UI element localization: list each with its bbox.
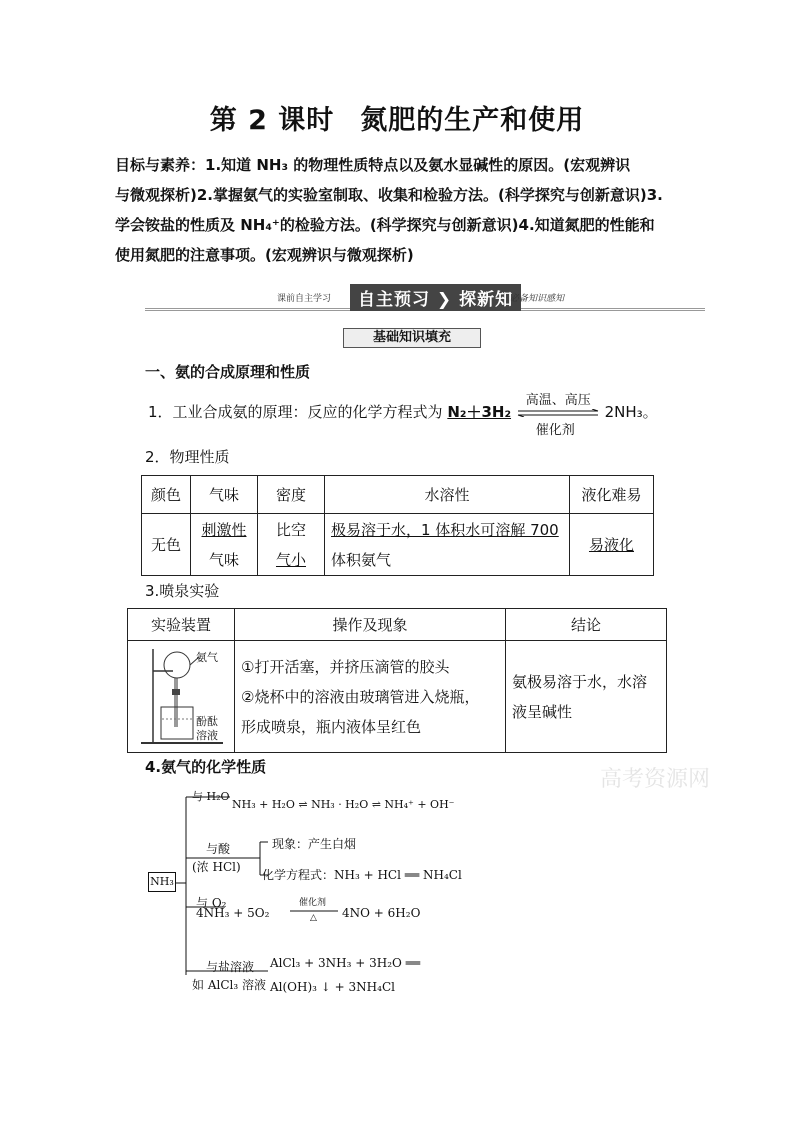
- table-header: 实验装置: [128, 609, 235, 641]
- solubility-line: 体积氨气: [331, 550, 392, 569]
- operation-line: ①打开活塞，并挤压滴管的胶头: [241, 657, 450, 676]
- lesson-number: 第 2 课时: [209, 105, 335, 136]
- objective-line: 学会铵盐的性质及 NH₄⁺的检验方法。(科学探究与创新意识)4.知道氮肥的性能和: [115, 216, 655, 234]
- cell-density: [258, 514, 325, 576]
- banner-left: 课前自主学习: [277, 294, 332, 304]
- section-banner: [145, 286, 705, 311]
- page-title: [0, 98, 794, 137]
- root-nh3: NH₃: [148, 872, 176, 892]
- branch-water-eq: NH₃ + H₂O ⇌ NH₃ · H₂O ⇌ NH₄⁺ + OH⁻: [232, 798, 455, 811]
- cell-liquefy: 易液化: [570, 514, 654, 576]
- operation-cell: [235, 641, 506, 753]
- table-header: 液化难易: [570, 476, 654, 514]
- cell-solubility: [325, 514, 570, 576]
- objectives: [115, 150, 683, 270]
- synthesis-line: [148, 392, 658, 438]
- table-header: 水溶性: [325, 476, 570, 514]
- smell-line: 刺激性: [201, 520, 247, 539]
- lesson-title: 氮肥的生产和使用: [360, 105, 585, 136]
- branch-acid-label: 与酸: [206, 842, 231, 856]
- branch-salt-label: 与盐溶液: [206, 960, 255, 974]
- table-header: 气味: [191, 476, 258, 514]
- density-line: 比空: [275, 520, 306, 539]
- apparatus-cell: [128, 641, 235, 753]
- branch-water-label: 与 H₂O: [192, 790, 230, 803]
- cell-color: 无色: [142, 514, 191, 576]
- density-line: 气小: [275, 550, 306, 569]
- acid-equation: 化学方程式：NH₃ + HCl ══ NH₄Cl: [262, 868, 462, 882]
- branch-o2-label: 与 O₂: [196, 896, 227, 910]
- o2-condition-bottom: △: [310, 913, 317, 923]
- objective-line: 使用氮肥的注意事项。(宏观辨识与微观探析): [115, 246, 414, 264]
- conclusion-line: 氨极易溶于水，水溶: [512, 672, 648, 691]
- operation-line: 形成喷泉，瓶内液体呈红色: [241, 717, 422, 736]
- branch-salt-sub-label: 如 AlCl₃ 溶液: [192, 978, 266, 992]
- label-ammonia: 氨气: [196, 651, 218, 664]
- condition-top: 高温、高压: [525, 392, 591, 408]
- label-phenolphthalein: 酚酞: [196, 715, 218, 728]
- physical-heading: 2．物理性质: [145, 448, 230, 466]
- salt-equation-1: AlCl₃ + 3NH₃ + 3H₂O ══: [270, 956, 421, 970]
- solubility-line: 极易溶于水，1 体积水可溶解 700: [331, 520, 559, 539]
- condition-bottom: 催化剂: [535, 422, 575, 438]
- o2-eq-left: 4NH₃ + 5O₂: [196, 906, 270, 920]
- table-header: 操作及现象: [235, 609, 506, 641]
- watermark: 高考资源网: [600, 767, 711, 792]
- smell-line: 气味: [208, 550, 239, 569]
- banner-main: 自主预习 ❯ 探新知: [350, 284, 521, 311]
- synthesis-prefix: 1．工业合成氨的原理：反应的化学方程式为: [148, 403, 443, 421]
- fountain-heading: 3.喷泉实验: [145, 582, 220, 600]
- conclusion-cell: [506, 641, 667, 753]
- o2-condition-top: 催化剂: [299, 898, 327, 908]
- reaction-arrow: [516, 392, 600, 438]
- reversible-arrow-icon: [516, 409, 600, 417]
- section-heading: 一、氨的合成原理和性质: [145, 363, 311, 381]
- salt-equation-2: Al(OH)₃ ↓ + 3NH₄Cl: [270, 980, 395, 994]
- table-header: 密度: [258, 476, 325, 514]
- cell-smell: [191, 514, 258, 576]
- physical-table: [141, 475, 654, 576]
- reactants: N₂＋3H₂: [447, 403, 512, 421]
- label-solution: 溶液: [196, 729, 218, 742]
- branch-acid-sub-label: (浓 HCl): [192, 860, 241, 874]
- table-header: 结论: [506, 609, 667, 641]
- conclusion-line: 液呈碱性: [512, 702, 573, 721]
- fill-label: 基础知识填充: [343, 328, 481, 348]
- objective-line: 与微观探析)2.掌握氨气的实验室制取、收集和检验方法。(科学探究与创新意识)3.: [115, 186, 663, 204]
- operation-line: ②烧杯中的溶液由玻璃管进入烧瓶，: [241, 687, 480, 706]
- product: 2NH₃。: [604, 403, 658, 421]
- acid-phenomenon: 现象：产生白烟: [272, 837, 357, 851]
- objective-line: 目标与素养：1.知道 NH₃ 的物理性质特点以及氨水显碱性的原因。(宏观辨识: [115, 156, 631, 174]
- chemical-heading: 4.氨气的化学性质: [145, 758, 267, 776]
- table-header: 颜色: [142, 476, 191, 514]
- fountain-table: [127, 608, 667, 753]
- o2-eq-right: 4NO + 6H₂O: [342, 906, 421, 920]
- banner-right: 必备知识感知: [510, 294, 565, 304]
